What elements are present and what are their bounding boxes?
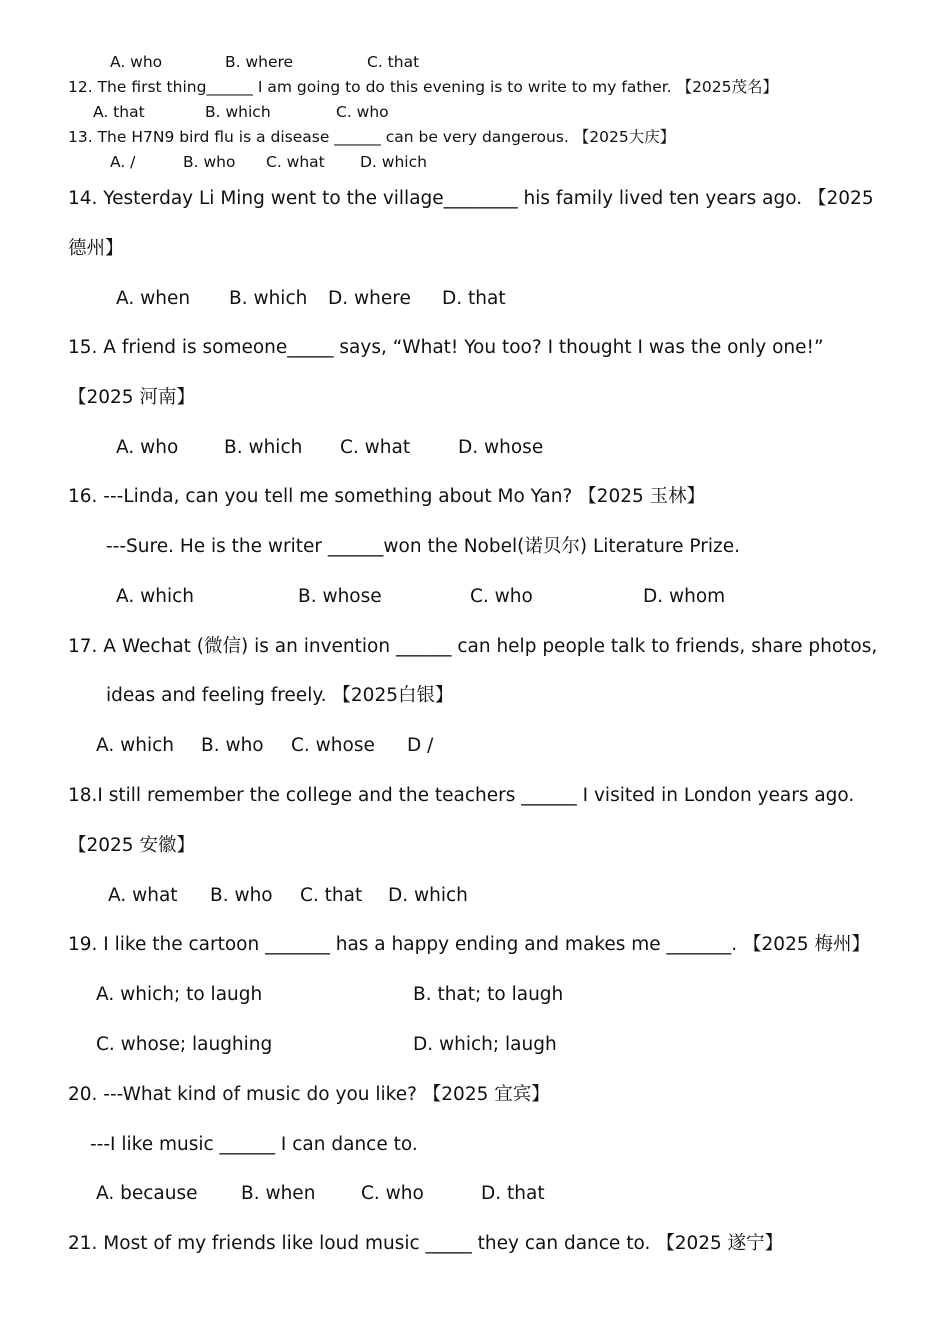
- q20-stem-line1: 20. ---What kind of music do you like? 【2025 宜宾】: [68, 1084, 550, 1105]
- q12-option-a[interactable]: A. that: [93, 103, 145, 121]
- q21-stem: 21. Most of my friends like loud music _____ they can dance to. 【2025 遂宁】: [68, 1233, 784, 1254]
- q14-option-d[interactable]: D. that: [442, 288, 506, 309]
- q13-option-c[interactable]: C. what: [266, 153, 325, 171]
- q16-stem-line2: ---Sure. He is the writer ______won the Nobel(诺贝尔) Literature Prize.: [106, 536, 740, 557]
- q12-stem: 12. The first thing______ I am going to do this evening is to write to my father. 【2025茂名】: [68, 78, 779, 96]
- q16-stem-line1: 16. ---Linda, can you tell me something about Mo Yan? 【2025 玉林】: [68, 486, 706, 507]
- q18-option-d[interactable]: D. which: [388, 885, 468, 906]
- q18-option-b[interactable]: B. who: [210, 885, 273, 906]
- q17-option-a[interactable]: A. which: [96, 735, 174, 756]
- q14-option-a[interactable]: A. when: [116, 288, 191, 309]
- q16-option-c[interactable]: C. who: [470, 586, 533, 607]
- q17-stem-line2: ideas and feeling freely. 【2025白银】: [106, 685, 454, 706]
- q12-option-c[interactable]: C. who: [336, 103, 389, 121]
- q14-option-c[interactable]: D. where: [328, 288, 411, 309]
- q19-option-a[interactable]: A. which; to laugh: [96, 984, 263, 1005]
- q11-option-a[interactable]: A. who: [110, 53, 163, 71]
- q13-option-d[interactable]: D. which: [360, 153, 427, 171]
- q12-option-b[interactable]: B. which: [205, 103, 271, 121]
- q18-option-c[interactable]: C. that: [300, 885, 363, 906]
- q15-option-b[interactable]: B. which: [224, 437, 303, 458]
- q11-option-c[interactable]: C. that: [367, 53, 420, 71]
- q15-option-d[interactable]: D. whose: [458, 437, 544, 458]
- q15-option-a[interactable]: A. who: [116, 437, 179, 458]
- q17-option-b[interactable]: B. who: [201, 735, 264, 756]
- q17-option-d[interactable]: D /: [407, 735, 434, 756]
- q19-option-d[interactable]: D. which; laugh: [413, 1034, 557, 1055]
- q13-option-b[interactable]: B. who: [183, 153, 236, 171]
- q14-stem-line2: 德州】: [68, 238, 124, 259]
- q20-option-a[interactable]: A. because: [96, 1183, 198, 1204]
- q11-option-b[interactable]: B. where: [225, 53, 294, 71]
- q14-option-b[interactable]: B. which: [229, 288, 308, 309]
- q20-option-d[interactable]: D. that: [481, 1183, 545, 1204]
- q16-option-a[interactable]: A. which: [116, 586, 194, 607]
- q18-stem-line1: 18.I still remember the college and the teachers ______ I visited in London years ago.: [68, 785, 855, 806]
- q15-stem-line1: 15. A friend is someone_____ says, “What! You too? I thought I was the only one!”: [68, 337, 824, 358]
- q16-option-b[interactable]: B. whose: [298, 586, 382, 607]
- q19-stem: 19. I like the cartoon _______ has a happy ending and makes me _______. 【2025 梅州】: [68, 934, 870, 955]
- q19-option-c[interactable]: C. whose; laughing: [96, 1034, 273, 1055]
- q13-option-a[interactable]: A. /: [110, 153, 136, 171]
- q17-option-c[interactable]: C. whose: [291, 735, 375, 756]
- q20-option-c[interactable]: C. who: [361, 1183, 424, 1204]
- q20-option-b[interactable]: B. when: [241, 1183, 316, 1204]
- q13-stem: 13. The H7N9 bird flu is a disease ______ can be very dangerous. 【2025大庆】: [68, 128, 676, 146]
- q16-option-d[interactable]: D. whom: [643, 586, 726, 607]
- q20-stem-line2: ---I like music ______ I can dance to.: [90, 1134, 418, 1155]
- q14-stem-line1: 14. Yesterday Li Ming went to the village________ his family lived ten years ago. 【2025: [68, 188, 874, 209]
- q18-option-a[interactable]: A. what: [108, 885, 178, 906]
- q15-option-c[interactable]: C. what: [340, 437, 411, 458]
- q17-stem-line1: 17. A Wechat (微信) is an invention ______ can help people talk to friends, share photos,: [68, 636, 878, 657]
- q18-stem-line2: 【2025 安徽】: [68, 835, 195, 856]
- q15-stem-line2: 【2025 河南】: [68, 387, 195, 408]
- q19-option-b[interactable]: B. that; to laugh: [413, 984, 564, 1005]
